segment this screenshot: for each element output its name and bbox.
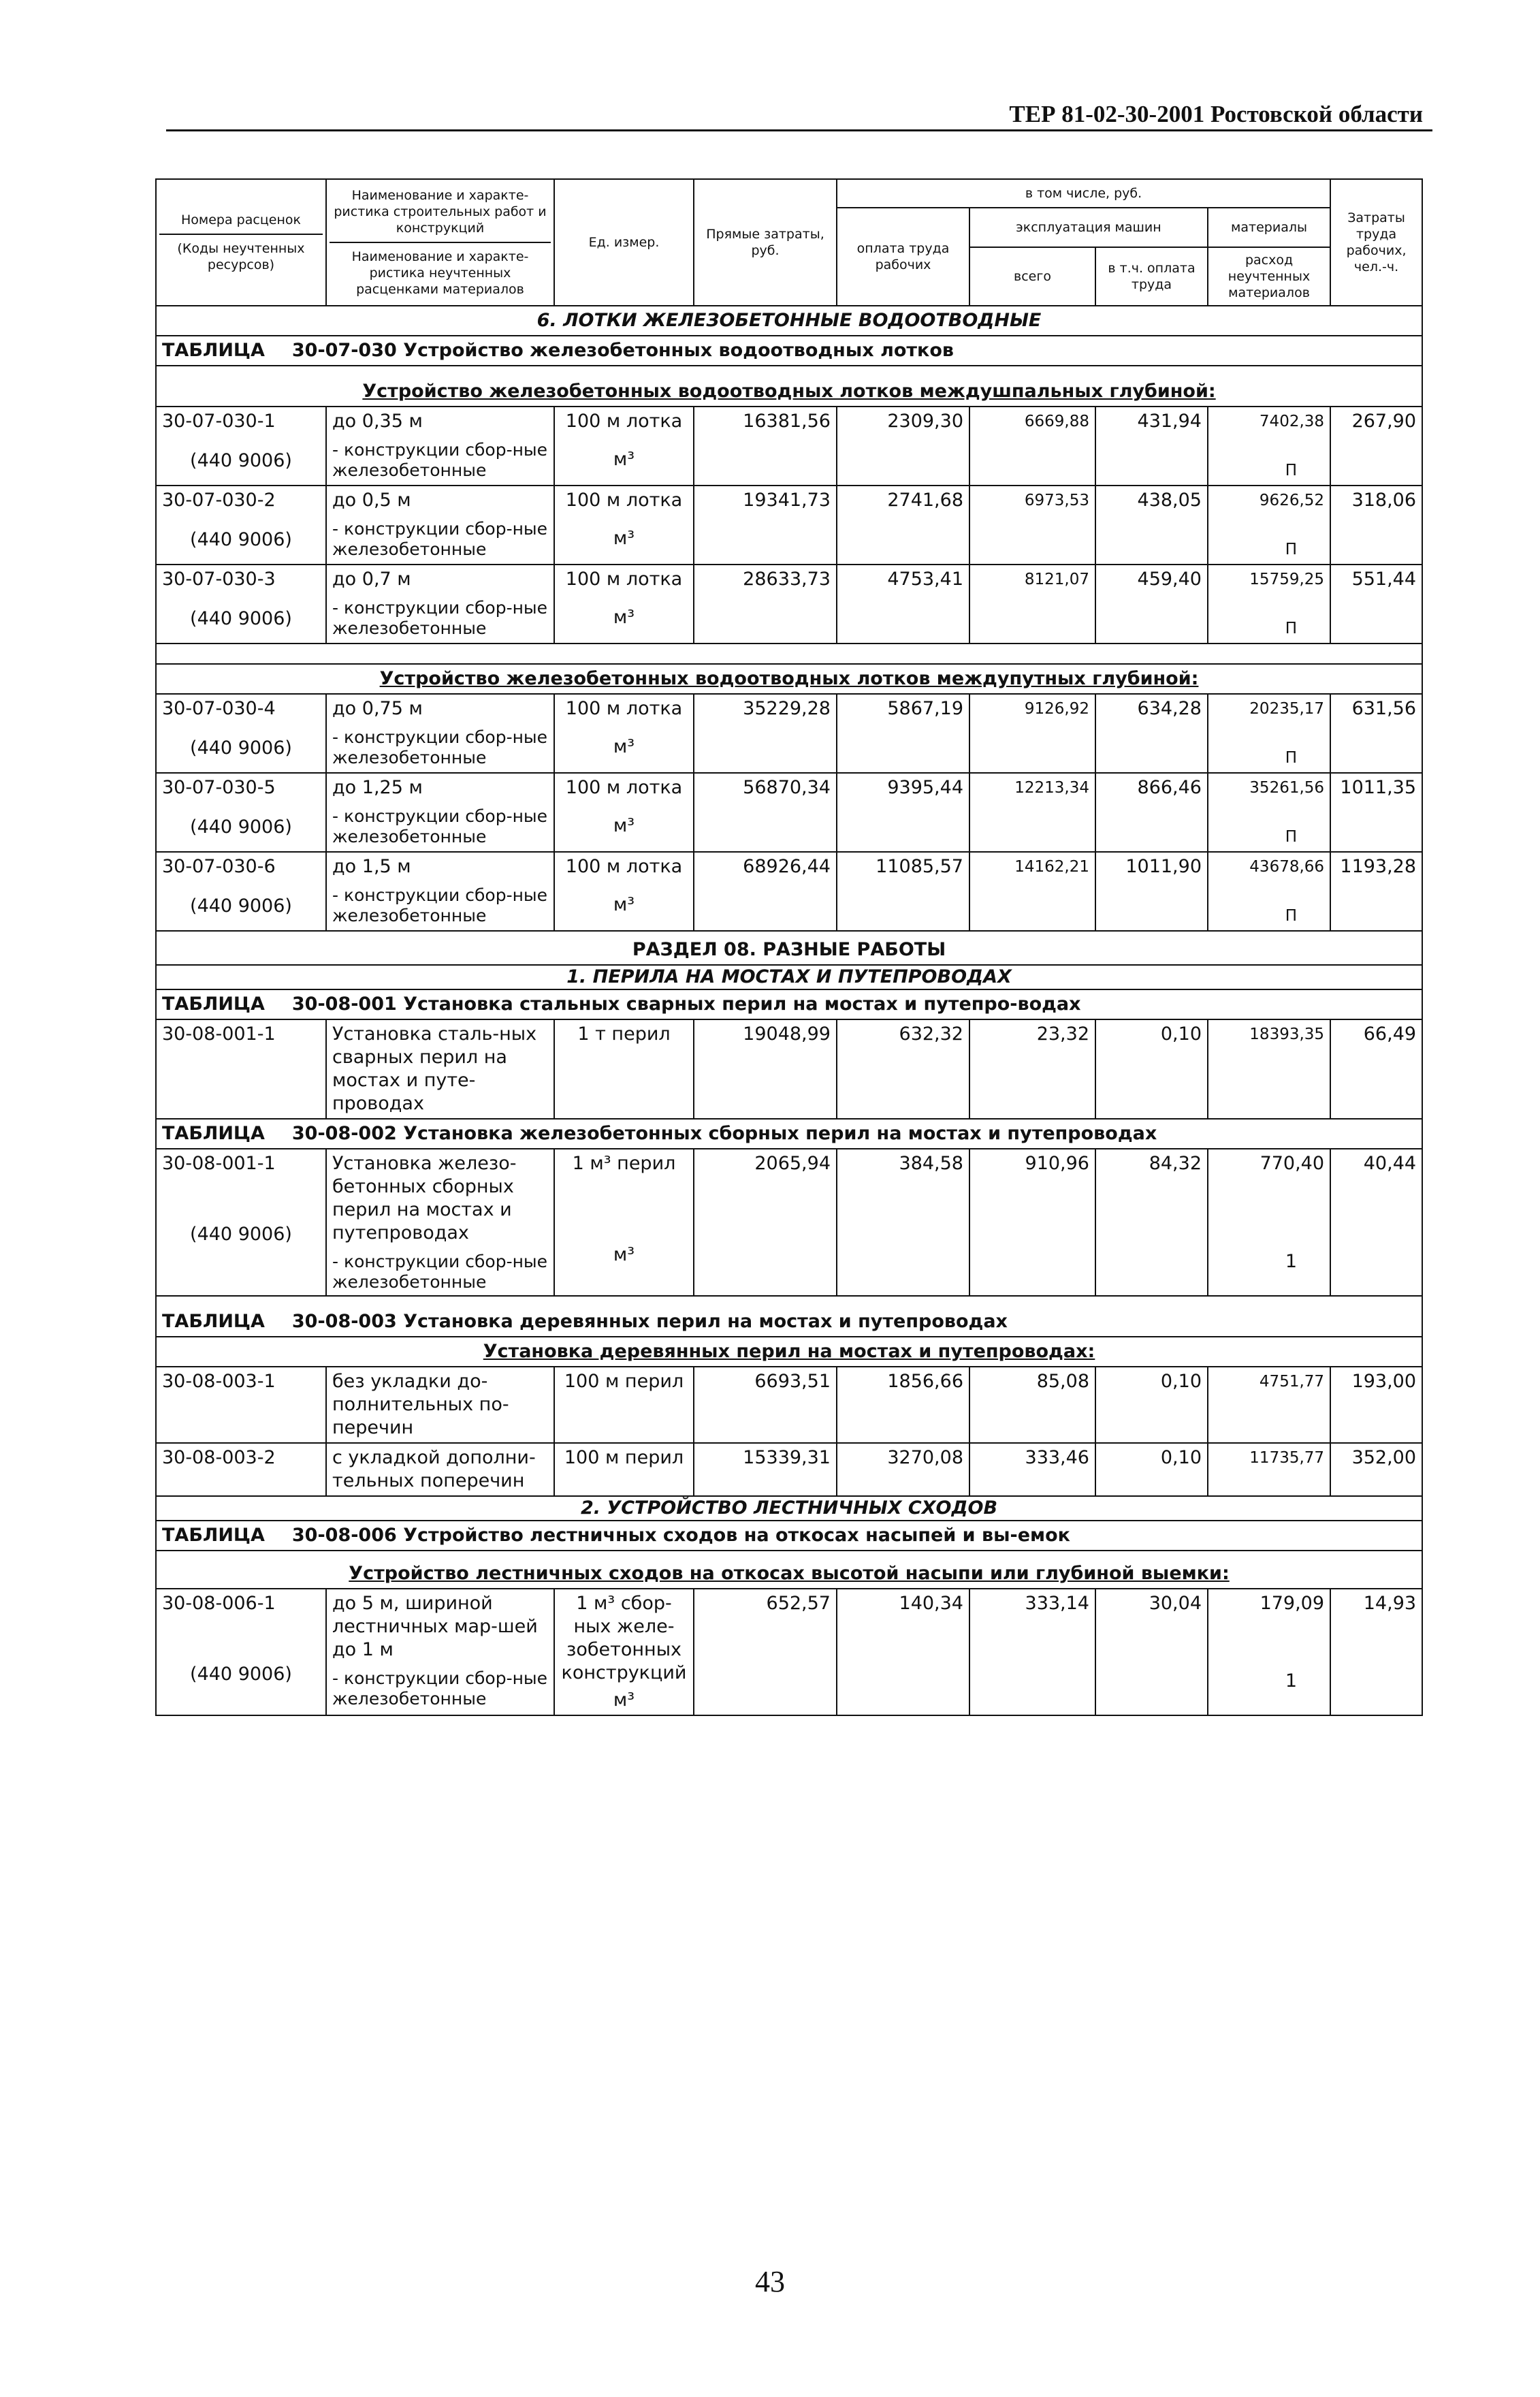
row-machines: 85,08 (969, 1367, 1095, 1443)
row-unit (554, 565, 694, 644)
row-pay: 9395,44 (837, 773, 969, 852)
row-pay: 384,58 (837, 1149, 969, 1296)
row-materials: 11735,77 (1208, 1443, 1330, 1496)
row-name: Установка сталь-ных сварных перил на мостах и путе-проводах (326, 1019, 554, 1119)
row-pay: 5867,19 (837, 694, 969, 773)
row-unit (554, 773, 694, 852)
price-table (155, 178, 1423, 1716)
table-text: 30-08-002 Установка железобетонных сборных перил на мостах и путепроводах (291, 1123, 1157, 1144)
row-name (326, 565, 554, 644)
row-hours: 193,00 (1330, 1367, 1422, 1443)
table-row (156, 773, 1422, 852)
group-heading: Устройство железобетонных водоотводных лотков междупутных глубиной: (156, 664, 1422, 694)
row-code (156, 852, 326, 931)
table-title (156, 1521, 1422, 1551)
subsection-title: 1. ПЕРИЛА НА МОСТАХ И ПУТЕПРОВОДАХ (156, 965, 1422, 989)
row-pay: 1856,66 (837, 1367, 969, 1443)
header-rule (166, 129, 1432, 131)
row-materials-main: 9626,52 (1259, 492, 1325, 509)
row-name-main: Установка железо-бетонных сборных перил на мостах и путепроводах (332, 1153, 517, 1243)
row-unit: 100 м перил (554, 1367, 694, 1443)
row-material-qty: 1 (1285, 1670, 1298, 1692)
row-material-unit: м³ (613, 528, 635, 549)
row-materials (1208, 1589, 1330, 1715)
row-materials (1208, 565, 1330, 644)
row-machines-labor: 0,10 (1095, 1367, 1208, 1443)
row-resource-code: (440 9006) (190, 608, 292, 629)
table-label: ТАБЛИЦА (162, 1525, 265, 1546)
row-resource-code: (440 9006) (190, 1664, 292, 1685)
row-machines-labor: 30,04 (1095, 1589, 1208, 1715)
header-labor-hours: Затраты труда рабочих, чел.-ч. (1330, 179, 1422, 306)
row-machines-labor: 0,10 (1095, 1443, 1208, 1496)
row-machines-labor: 634,28 (1095, 694, 1208, 773)
table-text: 30-07-030 Устройство железобетонных водоотводных лотков (291, 340, 955, 361)
row-code-main: 30-08-006-1 (162, 1593, 276, 1614)
row-material-unit: м³ (613, 736, 635, 757)
row-name (326, 773, 554, 852)
table-label: ТАБЛИЦА (162, 1311, 265, 1332)
row-unit: 1 т перил (554, 1019, 694, 1119)
row-code (156, 486, 326, 565)
row-material-unit: м³ (613, 607, 635, 628)
table-text: 30-08-001 Установка стальных сварных перил на мостах и путепро-водах (291, 994, 1081, 1015)
row-unit (554, 694, 694, 773)
row-pay: 2309,30 (837, 407, 969, 486)
table-title (156, 1119, 1422, 1149)
row-materials-main: 43678,66 (1249, 858, 1325, 876)
row-unit (554, 1589, 694, 1715)
row-material-name: - конструкции сбор-ные железобетонные (332, 727, 548, 767)
row-materials (1208, 694, 1330, 773)
section-title: 6. ЛОТКИ ЖЕЛЕЗОБЕТОННЫЕ ВОДООТВОДНЫЕ (156, 306, 1422, 336)
row-hours: 352,00 (1330, 1443, 1422, 1496)
row-resource-code: (440 9006) (190, 895, 292, 917)
row-machines: 6973,53 (969, 486, 1095, 565)
row-pay: 4753,41 (837, 565, 969, 644)
header-name-label: Наименование и характе-ристика строительных работ и конструкций (334, 188, 547, 236)
table-row (156, 486, 1422, 565)
row-hours: 1011,35 (1330, 773, 1422, 852)
row-machines: 12213,34 (969, 773, 1095, 852)
row-hours: 14,93 (1330, 1589, 1422, 1715)
row-hours: 551,44 (1330, 565, 1422, 644)
row-unit-main: 1 м³ сбор-ных желе-зобетонных конструкций (561, 1593, 687, 1683)
header-machines: эксплуатация машин (969, 208, 1208, 247)
row-material-name: - конструкции сбор-ные железобетонные (332, 598, 548, 638)
row-name-main: до 5 м, шириной лестничных мар-шей до 1 м (332, 1593, 538, 1660)
table-label: ТАБЛИЦА (162, 1123, 265, 1144)
row-materials: 18393,35 (1208, 1019, 1330, 1119)
row-machines-labor: 431,94 (1095, 407, 1208, 486)
row-machines-labor: 866,46 (1095, 773, 1208, 852)
row-material-qty: П (1285, 749, 1298, 767)
row-direct: 19341,73 (694, 486, 837, 565)
header-name (326, 179, 554, 306)
table-row (156, 1589, 1422, 1715)
table-row (156, 694, 1422, 773)
row-hours: 267,90 (1330, 407, 1422, 486)
row-name-main: до 0,7 м (332, 569, 411, 590)
row-material-qty: П (1285, 541, 1298, 558)
header-codes (156, 179, 326, 306)
row-code (156, 773, 326, 852)
row-unit-main: 100 м лотка (565, 856, 683, 877)
row-resource-code: (440 9006) (190, 816, 292, 838)
row-hours: 66,49 (1330, 1019, 1422, 1119)
table-row (156, 407, 1422, 486)
row-name (326, 486, 554, 565)
row-machines: 333,14 (969, 1589, 1095, 1715)
row-unit-main: 100 м лотка (565, 411, 683, 432)
row-name (326, 852, 554, 931)
table-row (156, 852, 1422, 931)
row-hours: 631,56 (1330, 694, 1422, 773)
row-hours: 40,44 (1330, 1149, 1422, 1296)
row-code (156, 1589, 326, 1715)
row-unit (554, 1149, 694, 1296)
row-material-unit: м³ (613, 894, 635, 915)
row-direct: 19048,99 (694, 1019, 837, 1119)
row-materials (1208, 407, 1330, 486)
row-materials (1208, 773, 1330, 852)
row-name: без укладки до-полнительных по-перечин (326, 1367, 554, 1443)
table-label: ТАБЛИЦА (162, 994, 265, 1015)
table-row (156, 1443, 1422, 1496)
row-material-qty: П (1285, 907, 1298, 925)
row-machines: 333,46 (969, 1443, 1095, 1496)
row-material-name: - конструкции сбор-ные железобетонные (332, 440, 548, 480)
row-machines: 6669,88 (969, 407, 1095, 486)
group-heading: Установка деревянных перил на мостах и путепроводах: (156, 1337, 1422, 1367)
row-resource-code: (440 9006) (190, 1224, 292, 1245)
row-name-main: до 0,35 м (332, 411, 423, 432)
row-code (156, 407, 326, 486)
row-materials (1208, 1149, 1330, 1296)
row-pay: 632,32 (837, 1019, 969, 1119)
row-name-main: до 0,5 м (332, 490, 411, 511)
header-name-sub: Наименование и характе-ристика неучтенных расценками материалов (330, 242, 551, 303)
row-machines-labor: 0,10 (1095, 1019, 1208, 1119)
row-direct: 56870,34 (694, 773, 837, 852)
row-name (326, 407, 554, 486)
table-row (156, 1019, 1422, 1119)
group-heading: Устройство лестничных сходов на откосах высотой насыпи или глубиной выемки: (156, 1551, 1422, 1589)
row-machines-labor: 84,32 (1095, 1149, 1208, 1296)
table-label: ТАБЛИЦА (162, 340, 265, 361)
running-header: ТЕР 81-02-30-2001 Ростовской области (1009, 101, 1423, 127)
table-row (156, 1367, 1422, 1443)
row-material-qty: П (1285, 620, 1298, 637)
row-code-main: 30-07-030-5 (162, 777, 276, 798)
row-unit-main: 100 м лотка (565, 698, 683, 719)
row-materials-main: 7402,38 (1259, 413, 1325, 430)
row-resource-code: (440 9006) (190, 529, 292, 550)
row-machines: 910,96 (969, 1149, 1095, 1296)
page-number: 43 (755, 2265, 785, 2298)
row-code (156, 565, 326, 644)
header-codes-sub: (Коды неучтенных ресурсов) (159, 234, 323, 279)
row-name-main: до 1,5 м (332, 856, 411, 877)
table-text: 30-08-006 Устройство лестничных сходов на откосах насыпей и вы-емок (291, 1525, 1070, 1546)
row-name (326, 694, 554, 773)
row-code-main: 30-07-030-3 (162, 569, 276, 590)
row-material-unit: м³ (613, 449, 635, 470)
row-materials-main: 15759,25 (1249, 571, 1325, 588)
header-codes-label: Номера расценок (181, 212, 301, 227)
header-incl: в том числе, руб. (837, 179, 1330, 208)
header-materials-sub: расход неучтенных материалов (1208, 247, 1330, 306)
row-material-unit: м³ (613, 815, 635, 836)
row-unit: 100 м перил (554, 1443, 694, 1496)
header-materials: материалы (1208, 208, 1330, 247)
table-title (156, 336, 1422, 366)
row-code: 30-08-003-2 (156, 1443, 326, 1496)
row-material-name: - конструкции сбор-ные железобетонные (332, 1252, 548, 1292)
row-material-name: - конструкции сбор-ные железобетонные (332, 806, 548, 846)
row-material-qty: 1 (1285, 1251, 1298, 1272)
row-direct: 2065,94 (694, 1149, 837, 1296)
row-unit-main: 100 м лотка (565, 777, 683, 798)
row-material-qty: П (1285, 828, 1298, 846)
row-code-main: 30-07-030-4 (162, 698, 276, 719)
row-direct: 16381,56 (694, 407, 837, 486)
row-machines-labor: 459,40 (1095, 565, 1208, 644)
table-title (156, 989, 1422, 1019)
section-title: РАЗДЕЛ 08. РАЗНЫЕ РАБОТЫ (156, 931, 1422, 965)
row-unit-main: 100 м лотка (565, 490, 683, 511)
row-name (326, 1589, 554, 1715)
row-machines: 8121,07 (969, 565, 1095, 644)
row-unit (554, 407, 694, 486)
header-labor-pay: оплата труда рабочих (837, 208, 969, 306)
row-unit (554, 486, 694, 565)
row-machines: 9126,92 (969, 694, 1095, 773)
row-material-name: - конструкции сбор-ные железобетонные (332, 1668, 548, 1709)
row-materials-main: 770,40 (1260, 1153, 1325, 1174)
row-resource-code: (440 9006) (190, 737, 292, 759)
row-materials-main: 35261,56 (1249, 779, 1325, 797)
subsection-title: 2. УСТРОЙСТВО ЛЕСТНИЧНЫХ СХОДОВ (156, 1496, 1422, 1521)
row-materials (1208, 852, 1330, 931)
header-direct: Прямые затраты, руб. (694, 179, 837, 306)
row-code-main: 30-07-030-1 (162, 411, 276, 432)
row-name-main: до 1,25 м (332, 777, 423, 798)
row-pay: 11085,57 (837, 852, 969, 931)
row-unit (554, 852, 694, 931)
table-row (156, 565, 1422, 644)
row-material-name: - конструкции сбор-ные железобетонные (332, 519, 548, 559)
row-name: с укладкой дополни-тельных поперечин (326, 1443, 554, 1496)
group-heading: Устройство железобетонных водоотводных лотков междушпальных глубиной: (156, 366, 1422, 407)
row-materials: 4751,77 (1208, 1367, 1330, 1443)
row-direct: 35229,28 (694, 694, 837, 773)
header-unit: Ед. измер. (554, 179, 694, 306)
row-pay: 2741,68 (837, 486, 969, 565)
table-row (156, 1149, 1422, 1296)
row-code-main: 30-07-030-6 (162, 856, 276, 877)
header-machines-labor: в т.ч. оплата труда (1095, 247, 1208, 306)
row-machines: 23,32 (969, 1019, 1095, 1119)
row-materials (1208, 486, 1330, 565)
row-materials-main: 179,09 (1260, 1593, 1325, 1614)
row-materials-main: 20235,17 (1249, 700, 1325, 718)
row-direct: 28633,73 (694, 565, 837, 644)
row-material-name: - конструкции сбор-ные железобетонные (332, 885, 548, 925)
row-material-qty: П (1285, 462, 1298, 479)
row-direct: 652,57 (694, 1589, 837, 1715)
row-code-main: 30-08-001-1 (162, 1153, 276, 1174)
row-direct: 15339,31 (694, 1443, 837, 1496)
header-machines-total: всего (969, 247, 1095, 306)
row-material-unit: м³ (613, 1689, 635, 1711)
row-hours: 1193,28 (1330, 852, 1422, 931)
table-text: 30-08-003 Установка деревянных перил на мостах и путепроводах (291, 1311, 1008, 1332)
row-pay: 140,34 (837, 1589, 969, 1715)
row-code (156, 694, 326, 773)
row-resource-code: (440 9006) (190, 450, 292, 471)
row-code (156, 1149, 326, 1296)
row-name-main: до 0,75 м (332, 698, 423, 719)
row-unit-main: 1 м³ перил (572, 1153, 676, 1174)
row-code-main: 30-07-030-2 (162, 490, 276, 511)
row-machines-labor: 1011,90 (1095, 852, 1208, 931)
row-machines: 14162,21 (969, 852, 1095, 931)
row-pay: 3270,08 (837, 1443, 969, 1496)
row-hours: 318,06 (1330, 486, 1422, 565)
row-machines-labor: 438,05 (1095, 486, 1208, 565)
row-material-unit: м³ (613, 1244, 635, 1265)
row-direct: 68926,44 (694, 852, 837, 931)
row-direct: 6693,51 (694, 1367, 837, 1443)
table-header (156, 179, 1422, 208)
row-code: 30-08-001-1 (156, 1019, 326, 1119)
table-title (156, 1296, 1422, 1337)
row-code: 30-08-003-1 (156, 1367, 326, 1443)
row-unit-main: 100 м лотка (565, 569, 683, 590)
row-name (326, 1149, 554, 1296)
